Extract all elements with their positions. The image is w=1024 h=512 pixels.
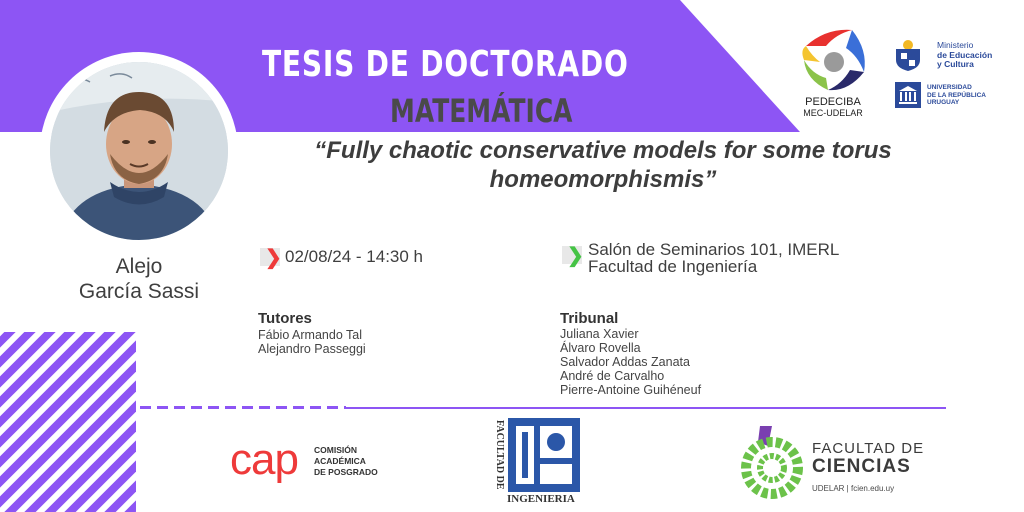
candidate-last-name: García Sassi: [78, 280, 200, 303]
separator-dashed: [140, 406, 346, 409]
mec-line1: Ministerio: [937, 40, 974, 50]
fcien-line1: FACULTAD DE: [812, 440, 925, 457]
pedeciba-sub: MEC-UDELAR: [803, 108, 863, 118]
list-item: André de Carvalho: [560, 369, 665, 383]
event-venue-line1: Salón de Seminarios 101, IMERL: [588, 240, 840, 259]
cap-line3: DE POSGRADO: [314, 467, 378, 477]
thesis-title: [258, 136, 948, 194]
fing-side-text: [492, 418, 506, 504]
mec-line2: de Educación: [937, 49, 993, 60]
list-item: Pierre-Antoine Guihéneuf: [560, 383, 702, 397]
udelar-logo: [927, 84, 986, 107]
udelar-line2: DE LA REPÚBLICA: [927, 91, 986, 99]
event-datetime: 02/08/24 - 14:30 h: [285, 247, 424, 266]
cap-logo-text: [314, 445, 378, 478]
tutors-list: [258, 328, 366, 356]
cap-line2: ACADÉMICA: [314, 456, 366, 466]
fcien-logo-icon: [738, 424, 806, 500]
pedeciba-name: PEDECIBA: [805, 96, 861, 108]
fcien-sub: UDELAR | fcien.edu.uy: [812, 484, 895, 493]
candidate-name: [40, 254, 238, 304]
fcien-logo-text: [812, 440, 924, 476]
separator-line: [346, 407, 946, 409]
fing-side-label: FACULTAD DE: [494, 420, 505, 490]
title-tesis-doctorado: TESIS DE DOCTORADO: [262, 44, 629, 85]
fcien-line2: CIENCIAS: [812, 456, 911, 477]
candidate-first-name: Alejo: [115, 255, 163, 278]
list-item: Alejandro Passeggi: [258, 342, 366, 356]
thesis-title-line2: homeomorphismis”: [489, 166, 717, 193]
list-item: Juliana Xavier: [560, 327, 639, 341]
candidate-photo: [50, 62, 228, 240]
cap-line1: COMISIÓN: [314, 445, 357, 455]
list-item: Salvador Addas Zanata: [560, 355, 690, 369]
fing-bottom-text: INGENIERIA: [507, 493, 575, 505]
cap-logo-mark: cap: [230, 435, 298, 484]
title-matematica: MATEMÁTICA: [390, 92, 573, 130]
list-item: Álvaro Rovella: [560, 341, 641, 355]
date-marker: [260, 247, 282, 269]
venue-marker: [562, 245, 584, 267]
udelar-line1: UNIVERSIDAD: [927, 84, 972, 91]
udelar-line3: URUGUAY: [927, 99, 960, 106]
chevron-right-icon: ❯: [567, 245, 584, 267]
mec-line3: y Cultura: [937, 59, 974, 69]
pedeciba-star-icon: [796, 24, 870, 96]
thesis-title-line1: “Fully chaotic conservative models for some torus: [314, 137, 892, 164]
event-venue-line2: Facultad de Ingeniería: [588, 257, 758, 276]
diagonal-stripes: [0, 332, 136, 512]
pedeciba-logo: [800, 97, 866, 119]
mec-shield-icon: [893, 38, 923, 72]
tutors-heading: Tutores: [258, 310, 312, 327]
mec-logo: [937, 41, 992, 70]
tribunal-heading: Tribunal: [560, 310, 619, 327]
tribunal-list: [560, 327, 701, 397]
udelar-building-icon: [895, 82, 921, 108]
list-item: Fábio Armando Tal: [258, 328, 362, 342]
chevron-right-icon: ❯: [265, 247, 282, 269]
fing-logo-icon: [508, 418, 580, 492]
